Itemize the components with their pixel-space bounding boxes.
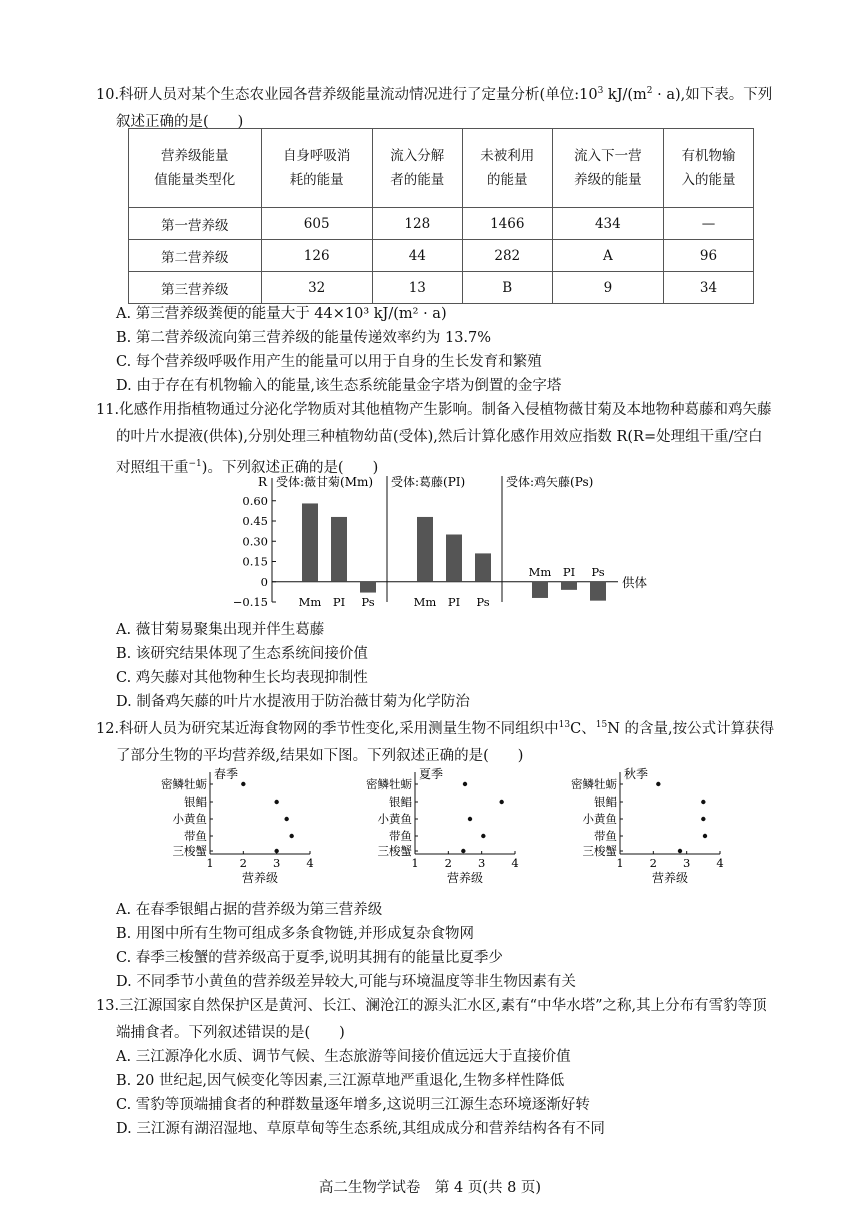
question-10-stem: 10.科研人员对某个生态农业园各营养级能量流动情况进行了定量分析(单位$:10^3$ $kJ/(m^2 \cdot a)$,如下表。下列叙述正确的是( ) — [96, 86, 773, 130]
option-b: B. 20 世纪起,因气候变化等因素,三江源草地严重退化,生物多样性降低 — [116, 1073, 565, 1089]
table-row — [129, 272, 754, 304]
table-header-cell — [664, 129, 754, 208]
y-tick-label: 0.30 — [242, 534, 268, 549]
page-footer: 高二生物学试卷 第 4 页(共 8 页) — [318, 1180, 542, 1196]
species-label: 银鲳 — [389, 795, 412, 809]
panel-title: 受体:鸡矢藤(Ps) — [506, 475, 594, 489]
option-c: C. 每个营养级呼吸作用产生的能量可以用于自身的生长发育和繁殖 — [116, 354, 542, 370]
table-row — [129, 240, 754, 272]
data-point — [461, 849, 465, 853]
option-b: B. 用图中所有生物可组成多条食物链,并形成复杂食物网 — [116, 926, 474, 942]
bar — [360, 582, 376, 593]
table-cell: 13 — [372, 272, 462, 304]
header-line: 养级的能量 — [574, 172, 642, 188]
species-label: 银鲳 — [594, 795, 617, 809]
data-point — [703, 834, 707, 838]
x-axis-label: 营养级 — [241, 871, 279, 885]
table-cell: 96 — [664, 240, 754, 272]
x-tick-label: 2 — [444, 856, 452, 870]
category-label: Ps — [361, 594, 375, 609]
species-label: 小黄鱼 — [172, 812, 207, 826]
y-tick-label: 0.60 — [242, 493, 268, 508]
table-cell: 434 — [552, 208, 663, 240]
x-tick-label: 3 — [683, 856, 691, 870]
header-line: 值能量类型化 — [154, 172, 236, 188]
bar — [561, 582, 577, 590]
option-d: D. 制备鸡矢藤的叶片水提液用于防治薇甘菊为化学防治 — [116, 694, 470, 710]
table-header-cell — [129, 129, 262, 208]
header-line: 流入下一营 — [574, 148, 642, 164]
x-tick-label: 3 — [273, 856, 281, 870]
option-a: A. 第三营养级粪便的能量大于 44×10³ kJ/(m² · a) — [116, 306, 447, 322]
question-12-options — [96, 898, 776, 994]
species-label: 带鱼 — [389, 829, 412, 843]
table-cell: 44 — [372, 240, 462, 272]
header-line: 流入分解 — [390, 148, 445, 164]
bar — [446, 535, 462, 582]
table-cell: 34 — [664, 272, 754, 304]
header-line: 有机物输 — [681, 148, 736, 164]
option-b: B. 第二营养级流向第三营养级的能量传递效率约为 13.7% — [116, 330, 492, 346]
species-label: 密鳞牡蛎 — [161, 777, 207, 791]
table-header-row — [129, 129, 754, 208]
table-cell: 9 — [552, 272, 663, 304]
y-tick-label: −0.15 — [232, 595, 268, 609]
category-label: Ps — [591, 564, 605, 579]
species-label: 带鱼 — [594, 829, 617, 843]
table-cell: 1466 — [462, 208, 552, 240]
table-header-cell — [372, 129, 462, 208]
question-11 — [96, 397, 776, 482]
option-d: D. 由于存在有机物输入的能量,该生态系统能量金字塔为倒置的金字塔 — [116, 378, 562, 394]
x-tick-label: 3 — [478, 856, 486, 870]
question-13 — [96, 993, 776, 1047]
x-tick-label: 4 — [716, 856, 724, 870]
category-label: Mm — [528, 564, 552, 579]
bar — [475, 553, 491, 581]
x-tick-label: 1 — [206, 856, 214, 870]
question-13-options — [96, 1045, 776, 1141]
option-d: D. 三江源有湖沼湿地、草原草甸等生态系统,其组成成分和营养结构各有不同 — [116, 1121, 605, 1137]
category-label: Mm — [298, 594, 322, 609]
table-header-cell — [462, 129, 552, 208]
data-point — [241, 782, 245, 786]
species-label: 密鳞牡蛎 — [366, 777, 412, 791]
species-label: 密鳞牡蛎 — [571, 777, 617, 791]
data-point — [468, 817, 472, 821]
species-label: 小黄鱼 — [377, 812, 412, 826]
table-cell: — — [664, 208, 754, 240]
data-point — [656, 782, 660, 786]
table-cell: 第三营养级 — [129, 272, 262, 304]
bar — [302, 503, 318, 581]
allelopathy-bar-chart — [230, 472, 660, 620]
bar — [590, 582, 606, 601]
option-b: B. 该研究结果体现了生态系统间接价值 — [116, 646, 368, 662]
panel-title: 夏季 — [419, 767, 444, 781]
x-tick-label: 2 — [239, 856, 247, 870]
data-point — [284, 817, 288, 821]
header-line: 未被利用 — [480, 148, 535, 164]
species-label: 三梭蟹 — [377, 844, 412, 858]
x-tick-label: 2 — [649, 856, 657, 870]
header-line: 的能量 — [487, 172, 528, 188]
y-tick-label: 0.45 — [242, 514, 268, 528]
data-point — [678, 849, 682, 853]
option-c: C. 鸡矢藤对其他物种生长均表现抑制性 — [116, 670, 368, 686]
option-a: A. 三江源净化水质、调节气候、生态旅游等间接价值远远大于直接价值 — [116, 1049, 571, 1065]
category-label: Ps — [476, 594, 490, 609]
header-line: 入的能量 — [681, 172, 736, 188]
bar — [331, 517, 347, 582]
data-point — [701, 800, 705, 804]
x-tick-label: 4 — [511, 856, 519, 870]
category-label: PI — [447, 594, 461, 609]
question-12-stem: 12.科研人员为研究某近海食物网的季节性变化,采用测量生物不同组织中$^{13}$C、$^{15}$N 的含量,按公式计算获得了部分生物的平均营养级,结果如下图。下列叙述正确的是( ) — [96, 720, 775, 764]
header-line: 自身呼吸消 — [282, 148, 351, 164]
question-11-options — [96, 618, 776, 714]
bar — [532, 582, 548, 598]
panel-title: 受体:葛藤(PI) — [391, 475, 466, 489]
x-tick-label: 1 — [616, 856, 624, 870]
data-point — [701, 817, 705, 821]
header-line: 者的能量 — [390, 172, 445, 188]
table-header-cell — [261, 129, 372, 208]
x-axis-label: 供体 — [622, 574, 648, 590]
question-13-stem: 13.三江源国家自然保护区是黄河、长江、澜沧江的源头汇水区,素有“中华水塔”之称,其上分布有雪豹等顶端捕食者。下列叙述错误的是( ) — [96, 998, 767, 1041]
table-cell: 128 — [372, 208, 462, 240]
question-10-options — [96, 302, 776, 398]
table-cell: 第一营养级 — [129, 208, 262, 240]
energy-table — [128, 128, 754, 304]
header-line: 营养级能量 — [161, 148, 229, 164]
table-cell: 第二营养级 — [129, 240, 262, 272]
table-header-cell — [552, 129, 663, 208]
y-axis-label: R — [258, 475, 268, 489]
x-tick-label: 4 — [306, 856, 314, 870]
species-label: 小黄鱼 — [582, 812, 617, 826]
data-point — [481, 834, 485, 838]
table-cell: 32 — [261, 272, 372, 304]
category-label: Mm — [413, 594, 437, 609]
table-row — [129, 208, 754, 240]
option-d: D. 不同季节小黄鱼的营养级差异较大,可能与环境温度等非生物因素有关 — [116, 974, 576, 990]
x-axis-label: 营养级 — [446, 871, 484, 885]
table-body — [129, 208, 754, 304]
data-point — [463, 782, 467, 786]
bar — [417, 517, 433, 582]
table-cell: 126 — [261, 240, 372, 272]
header-line: 耗的能量 — [289, 172, 344, 188]
question-11-stem: 11.化感作用指植物通过分泌化学物质对其他植物产生影响。制备入侵植物薇甘菊及本地物种葛藤和鸡矢藤的叶片水提液(供体),分别处理三种植物幼苗(受体),然后计算化感作用效应指数 R(R=处理组干重/空白对照组干重$^{-1}$)。下列叙述正确的是( ) — [96, 402, 772, 476]
y-tick-label: 0 — [260, 574, 268, 589]
species-label: 三梭蟹 — [172, 844, 207, 858]
table-cell: 605 — [261, 208, 372, 240]
option-a: A. 在春季银鲳占据的营养级为第三营养级 — [116, 902, 383, 918]
table-cell: 282 — [462, 240, 552, 272]
x-tick-label: 1 — [411, 856, 419, 870]
category-label: PI — [332, 594, 346, 609]
option-a: A. 薇甘菊易聚集出现并伴生葛藤 — [116, 622, 325, 638]
data-point — [499, 800, 503, 804]
data-point — [289, 834, 293, 838]
trophic-level-scatter-charts — [150, 762, 740, 894]
y-tick-label: 0.15 — [242, 554, 268, 569]
species-label: 三梭蟹 — [582, 844, 617, 858]
species-label: 银鲳 — [184, 795, 207, 809]
panel-title: 秋季 — [624, 767, 649, 781]
panel-title: 春季 — [214, 767, 239, 781]
data-point — [274, 800, 278, 804]
panel-title: 受体:薇甘菊(Mm) — [276, 475, 374, 489]
table-cell: A — [552, 240, 663, 272]
option-c: C. 春季三梭蟹的营养级高于夏季,说明其拥有的能量比夏季少 — [116, 950, 503, 966]
category-label: PI — [562, 564, 576, 579]
option-c: C. 雪豹等顶端捕食者的种群数量逐年增多,这说明三江源生态环境逐渐好转 — [116, 1097, 590, 1113]
x-axis-label: 营养级 — [651, 871, 689, 885]
species-label: 带鱼 — [184, 829, 207, 843]
table-cell: B — [462, 272, 552, 304]
